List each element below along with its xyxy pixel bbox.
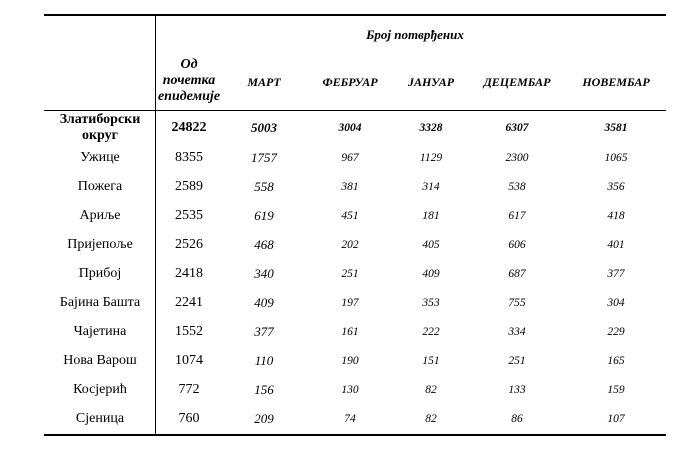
value-cell-col4: 334 [508,325,526,338]
municipality-name: Ариље [79,207,121,223]
value-cell-col5: 1065 [604,151,628,164]
value-cell-col2: 451 [341,209,359,222]
value-cell-col5: 165 [607,354,625,367]
value-cell-col2: 74 [344,412,356,425]
value-cell-col4: 606 [508,238,526,251]
value-cell-col3: 314 [422,180,440,193]
value-cell-col2: 161 [341,325,359,338]
district-name: Златиборски округ [59,112,141,143]
value-cell-col3: 3328 [419,122,443,134]
municipality-name: Нова Варош [63,352,137,368]
value-cell-col5: 229 [607,325,625,338]
value-cell-col0: 2535 [175,207,203,223]
value-cell-col0: 2526 [175,236,203,252]
value-cell-col0: 1074 [175,352,203,368]
value-cell-col5: 356 [607,180,625,193]
value-cell-col0: 2418 [175,265,203,281]
value-cell-col3: 181 [422,209,440,222]
column-header-0: Од почетка епидемије [157,57,221,104]
value-cell-col3: 151 [422,354,440,367]
municipality-name: Косјерић [73,381,127,397]
value-cell-col4: 617 [508,209,526,222]
column-header-3: ЈАНУАР [407,75,455,89]
value-cell-col4: 6307 [505,122,529,134]
value-cell-col0: 772 [178,381,200,397]
value-cell-col1: 5003 [251,120,277,135]
table-bottom-rule [44,434,666,436]
value-cell-col2: 967 [341,151,359,164]
value-cell-col3: 409 [422,267,440,280]
value-cell-col3: 82 [425,383,437,396]
value-cell-col2: 3004 [338,122,362,134]
value-cell-col1: 377 [254,323,274,339]
value-cell-col4: 687 [508,267,526,280]
value-cell-col2: 130 [341,383,359,396]
value-cell-col2: 381 [341,180,359,193]
value-cell-col0: 760 [178,410,200,426]
value-cell-col3: 82 [425,412,437,425]
value-cell-col1: 468 [254,236,274,252]
value-cell-col1: 156 [254,381,274,397]
municipality-name: Сјеница [75,410,125,426]
value-cell-col4: 251 [508,354,526,367]
value-cell-col3: 222 [422,325,440,338]
value-cell-col2: 202 [341,238,359,251]
value-cell-col1: 110 [254,352,274,368]
value-cell-col1: 619 [254,207,274,223]
value-cell-col2: 251 [341,267,359,280]
value-cell-col4: 538 [508,180,526,193]
value-cell-col2: 197 [341,296,359,309]
value-cell-col3: 1129 [419,151,443,164]
column-header-5: НОВЕМБАР [582,75,650,89]
column-header-4: ДЕЦЕМБАР [483,75,551,89]
value-cell-col4: 133 [508,383,526,396]
value-cell-col0: 2241 [175,294,203,310]
value-cell-col5: 401 [607,238,625,251]
value-cell-col0: 2589 [175,178,203,194]
value-cell-col3: 405 [422,238,440,251]
group-header: Број потврђених [366,27,464,42]
municipality-name: Ужице [80,149,120,165]
municipality-name: Бајина Башта [59,294,141,310]
value-cell-col5: 3581 [604,122,628,134]
value-cell-col4: 2300 [505,151,529,164]
value-cell-col5: 159 [607,383,625,396]
municipality-name: Прибој [78,265,122,281]
value-cell-col5: 107 [607,412,625,425]
value-cell-col1: 558 [254,178,274,194]
municipality-name: Чајетина [73,323,127,339]
value-cell-col4: 86 [511,412,523,425]
value-cell-col1: 1757 [251,149,277,165]
value-cell-col1: 340 [254,265,274,281]
value-cell-col5: 418 [607,209,625,222]
value-cell-col0: 1552 [175,323,203,339]
column-header-1: МАРТ [247,75,281,89]
table-top-rule [44,14,666,16]
municipality-name: Пожега [77,178,123,194]
column-header-2: ФЕБРУАР [322,75,378,89]
value-cell-col0: 24822 [171,120,207,135]
value-cell-col3: 353 [422,296,440,309]
value-cell-col2: 190 [341,354,359,367]
value-cell-col1: 409 [254,294,274,310]
value-cell-col0: 8355 [175,149,203,165]
value-cell-col1: 209 [254,410,274,426]
value-cell-col5: 377 [607,267,625,280]
municipality-name: Пријепоље [67,236,133,252]
value-cell-col5: 304 [607,296,625,309]
value-cell-col4: 755 [508,296,526,309]
